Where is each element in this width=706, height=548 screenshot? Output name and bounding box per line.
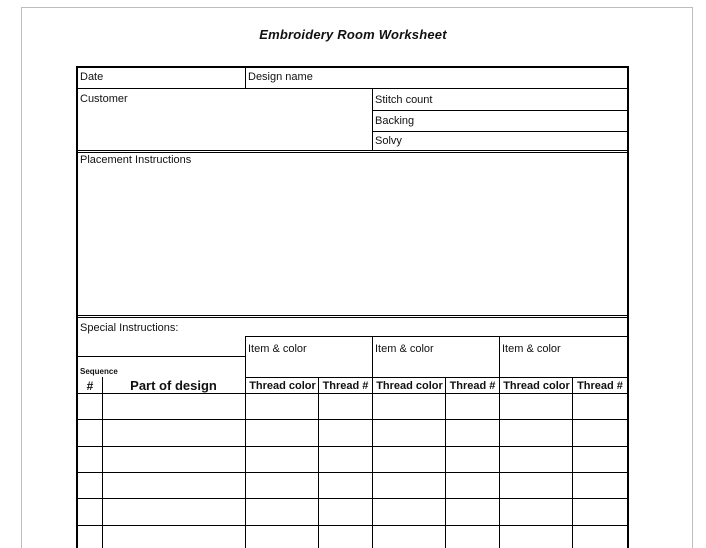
backing-label: Backing xyxy=(375,115,415,127)
item-color-label-2: Item & color xyxy=(375,343,434,355)
special-instructions-label: Special Instructions: xyxy=(80,322,179,334)
thread-color-header-2: Thread color xyxy=(376,380,443,392)
item-color-label-1: Item & color xyxy=(248,343,307,355)
customer-label: Customer xyxy=(80,93,128,105)
solvy-label: Solvy xyxy=(375,135,402,147)
sequence-number-header: # xyxy=(86,379,94,393)
thread-number-header-1: Thread # xyxy=(322,380,369,392)
stitch-count-label: Stitch count xyxy=(375,94,433,106)
sequence-label: Sequence xyxy=(80,367,118,376)
thread-color-header-1: Thread color xyxy=(249,380,316,392)
date-label: Date xyxy=(80,71,104,83)
placement-instructions-label: Placement Instructions xyxy=(80,154,192,166)
thread-number-header-3: Thread # xyxy=(577,380,623,392)
worksheet-form xyxy=(76,66,629,548)
thread-color-header-3: Thread color xyxy=(503,380,570,392)
page-title: Embroidery Room Worksheet xyxy=(259,27,447,42)
part-of-design-header: Part of design xyxy=(130,378,217,393)
thread-number-header-2: Thread # xyxy=(449,380,496,392)
item-color-label-3: Item & color xyxy=(502,343,561,355)
design-name-label: Design name xyxy=(248,71,313,83)
